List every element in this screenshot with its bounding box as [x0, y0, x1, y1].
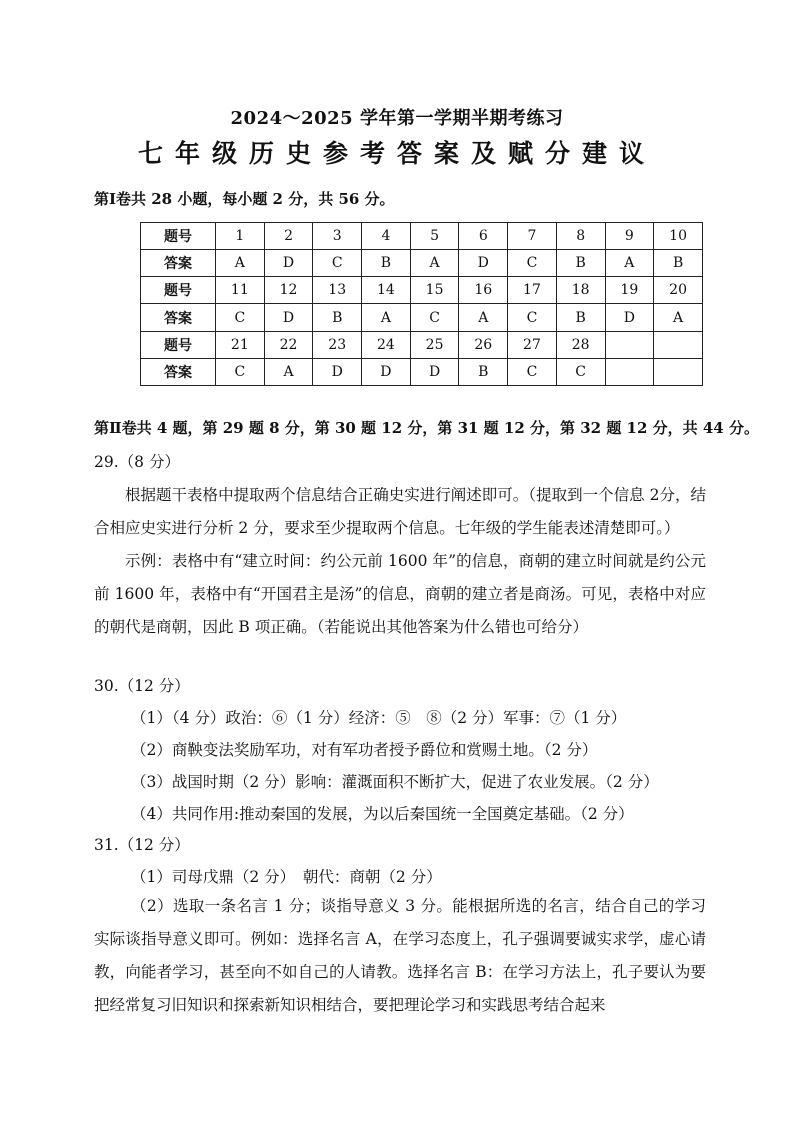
row-label: 题号 — [141, 331, 216, 358]
answer-cell — [605, 358, 654, 385]
q29-paragraph-1: 根据题干表格中提取两个信息结合正确史实进行阐述即可。（提取到一个信息 2分，结合相应史实进行分析 2 分，要求至少提取两个信息。七年级的学生能表述清楚即可。） — [94, 486, 706, 537]
answer-cell: 16 — [459, 277, 508, 304]
answer-table-row — [141, 250, 703, 277]
answer-cell: D — [264, 250, 313, 277]
q31-item-1: （1）司母戊鼎（2 分） 朝代：商朝（2 分） — [131, 868, 442, 886]
answer-cell: C — [556, 358, 605, 385]
row-label: 答案 — [141, 304, 216, 331]
answer-cell — [605, 331, 654, 358]
q29-paragraph-2: 示例：表格中有“建立时间：约公元前 1600 年”的信息，商朝的建立时间就是约公元前 1600 年，表格中有“开国君主是汤”的信息，商朝的建立者是商汤。可见，表格中对应的朝代是商朝，因此 B 项正确。（若能说出其他答案为什么错也可给分） — [94, 552, 706, 636]
answer-cell: D — [362, 358, 411, 385]
answer-cell: C — [410, 304, 459, 331]
answer-cell: 18 — [556, 277, 605, 304]
answer-cell: 8 — [556, 223, 605, 250]
answer-cell: 22 — [264, 331, 313, 358]
q30-item-3: （3）战国时期（2 分）影响：灌溉面积不断扩大，促进了农业发展。（2 分） — [131, 773, 659, 791]
q30-item-1: （1）（4 分）政治：⑥（1 分）经济：⑤ ⑧（2 分）军事：⑦（1 分） — [131, 709, 627, 727]
answer-cell: 28 — [556, 331, 605, 358]
answer-table-row — [141, 277, 703, 304]
answer-cell: A — [459, 304, 508, 331]
answer-cell: D — [605, 304, 654, 331]
q29-body — [94, 479, 706, 644]
answer-cell: A — [362, 304, 411, 331]
answer-cell: 20 — [654, 277, 703, 304]
answer-cell: B — [654, 250, 703, 277]
row-label: 题号 — [141, 277, 216, 304]
answer-cell: C — [216, 304, 265, 331]
answer-cell: 9 — [605, 223, 654, 250]
answer-cell — [654, 358, 703, 385]
answer-cell: 13 — [313, 277, 362, 304]
answer-cell: D — [410, 358, 459, 385]
q31-label: 31.（12 分） — [94, 836, 190, 854]
answer-cell: 5 — [410, 223, 459, 250]
q30-item-2: （2）商鞅变法奖励军功，对有军功者授予爵位和赏赐土地。（2 分） — [131, 741, 598, 759]
answer-table-row — [141, 331, 703, 358]
answer-cell: 7 — [508, 223, 557, 250]
answer-cell: 10 — [654, 223, 703, 250]
q31-item-2: （2）选取一条名言 1 分；谈指导意义 3 分。能根据所选的名言，结合自己的学习实际谈指导意义即可。例如：选择名言 A，在学习态度上，孔子强调要诚实求学，虚心请教，向能者学习，甚至向不如自己的人请教。选择名言 B：在学习方法上，孔子要认为要把经常复习旧知识和探索新知识相结合，要把理论学习和实践思考结合起来 — [94, 897, 706, 1014]
answer-cell: D — [459, 250, 508, 277]
answer-cell: C — [508, 250, 557, 277]
row-label: 答案 — [141, 358, 216, 385]
answer-cell: 14 — [362, 277, 411, 304]
answer-cell: A — [410, 250, 459, 277]
answer-cell: C — [508, 304, 557, 331]
q29-label: 29.（8 分） — [94, 453, 180, 471]
answer-cell: D — [313, 358, 362, 385]
answer-cell: 26 — [459, 331, 508, 358]
answer-cell: B — [556, 250, 605, 277]
answer-cell: C — [508, 358, 557, 385]
answer-cell: B — [556, 304, 605, 331]
answer-cell: 21 — [216, 331, 265, 358]
answer-table — [140, 222, 703, 386]
row-label: 答案 — [141, 250, 216, 277]
q31-item-2-block — [94, 890, 706, 1022]
answer-cell: 4 — [362, 223, 411, 250]
answer-cell: D — [264, 304, 313, 331]
answer-cell: C — [216, 358, 265, 385]
answer-cell: 25 — [410, 331, 459, 358]
answer-cell: A — [654, 304, 703, 331]
answer-cell: C — [313, 250, 362, 277]
answer-table-row — [141, 358, 703, 385]
answer-table-row — [141, 223, 703, 250]
answer-cell: A — [605, 250, 654, 277]
answer-cell: A — [264, 358, 313, 385]
section2-heading: 第Ⅱ卷共 4 题，第 29 题 8 分，第 30 题 12 分，第 31 题 12 分，第 32 题 12 分，共 44 分。 — [94, 419, 759, 437]
section1-heading: 第Ⅰ卷共 28 小题，每小题 2 分，共 56 分。 — [94, 190, 395, 208]
q30-item-4: （4）共同作用:推动秦国的发展，为以后秦国统一全国奠定基础。（2 分） — [131, 805, 634, 823]
answer-cell: 1 — [216, 223, 265, 250]
answer-cell: 23 — [313, 331, 362, 358]
answer-cell: 15 — [410, 277, 459, 304]
answer-cell: B — [362, 250, 411, 277]
answer-cell: 17 — [508, 277, 557, 304]
answer-cell: 6 — [459, 223, 508, 250]
answer-cell: A — [216, 250, 265, 277]
answer-cell: 27 — [508, 331, 557, 358]
q30-label: 30.（12 分） — [94, 677, 190, 695]
answer-cell: 12 — [264, 277, 313, 304]
answer-cell: B — [313, 304, 362, 331]
answer-cell: 24 — [362, 331, 411, 358]
answer-cell: 11 — [216, 277, 265, 304]
document-title: 七年级历史参考答案及赋分建议 — [137, 139, 656, 168]
row-label: 题号 — [141, 223, 216, 250]
answer-cell: 2 — [264, 223, 313, 250]
answer-cell: 19 — [605, 277, 654, 304]
exam-title: 2024～2025 学年第一学期半期考练习 — [230, 108, 564, 129]
answer-table-row — [141, 304, 703, 331]
answer-cell — [654, 331, 703, 358]
answer-cell: B — [459, 358, 508, 385]
answer-cell: 3 — [313, 223, 362, 250]
